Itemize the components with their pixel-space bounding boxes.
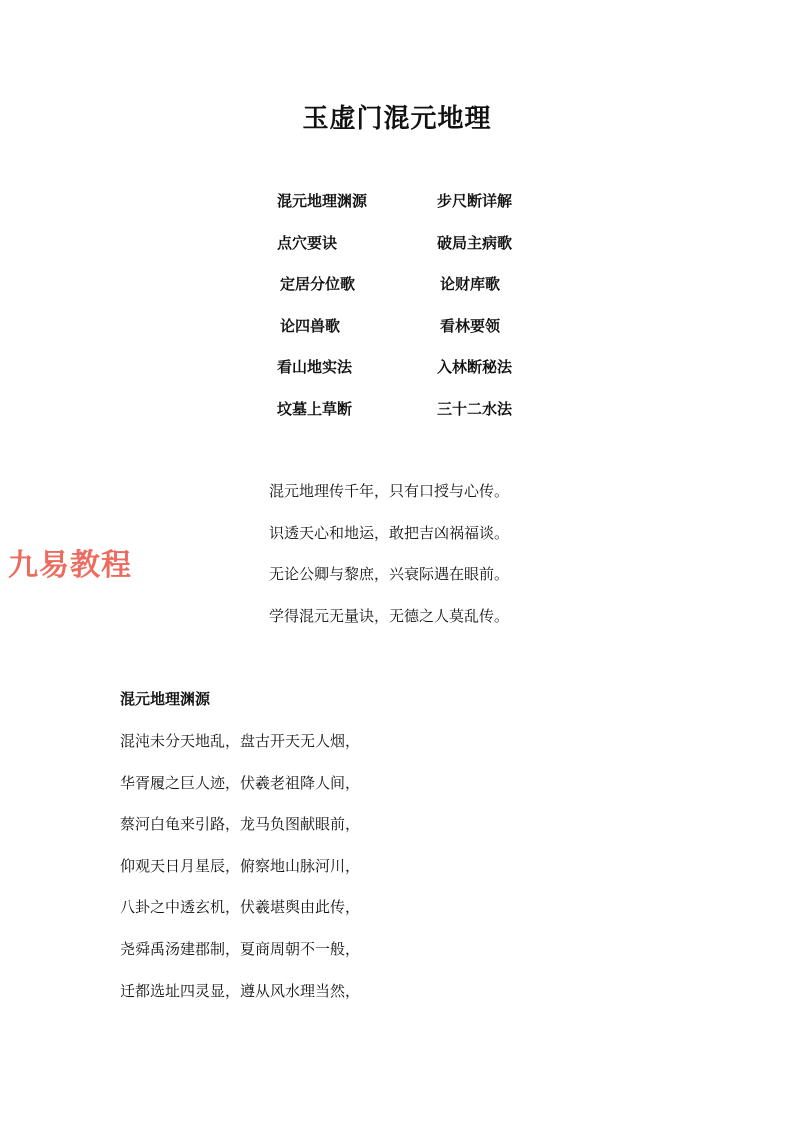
toc-row (0, 394, 794, 436)
toc-item: 定居分位歌 (280, 275, 356, 294)
toc-row (0, 186, 794, 228)
toc-item: 论财库歌 (440, 275, 501, 294)
toc-row (0, 311, 794, 353)
poem-line: 识透天心和地运，敢把吉凶祸福谈。 (269, 523, 510, 542)
verse-line: 尧舜禹汤建郡制，夏商周朝不一般， (120, 939, 361, 958)
toc-item: 入林断秘法 (437, 358, 513, 377)
toc-item: 点穴要诀 (277, 233, 338, 252)
watermark-logo: 九易教程 (8, 548, 132, 583)
toc-item: 看山地实法 (277, 358, 353, 377)
toc-item: 论四兽歌 (280, 316, 341, 335)
toc-row (0, 228, 794, 270)
section-verse (120, 728, 360, 1019)
verse-line: 蔡河白龟来引路，龙马负图献眼前， (120, 815, 361, 834)
toc-item: 破局主病歌 (437, 233, 513, 252)
page-title: 玉虚门混元地理 (302, 104, 492, 134)
toc-row (0, 269, 794, 311)
verse-line: 仰观天日月星辰，俯察地山脉河川， (120, 856, 361, 875)
toc-item: 步尺断详解 (437, 192, 513, 210)
table-of-contents (0, 186, 794, 436)
toc-item: 坟墓上草断 (277, 399, 353, 418)
verse-line: 迁都选址四灵显，遵从风水理当然， (120, 981, 361, 1000)
toc-item: 混元地理渊源 (277, 192, 368, 210)
poem-line: 混元地理传千年，只有口授与心传。 (269, 482, 510, 500)
poem-line: 无论公卿与黎庶，兴衰际遇在眼前。 (269, 565, 510, 584)
verse-line: 八卦之中透玄机，伏羲堪舆由此传， (120, 898, 361, 917)
verse-line: 华胥履之巨人迹，伏羲老祖降人间， (120, 773, 361, 792)
verse-line: 混沌未分天地乱，盘古开天无人烟， (120, 732, 361, 750)
toc-row (0, 352, 794, 394)
toc-item: 看林要领 (440, 316, 501, 335)
section-heading: 混元地理渊源 (120, 690, 211, 708)
toc-item: 三十二水法 (437, 399, 513, 418)
poem-line: 学得混元无量诀，无德之人莫乱传。 (269, 606, 510, 625)
intro-poem (269, 478, 509, 644)
